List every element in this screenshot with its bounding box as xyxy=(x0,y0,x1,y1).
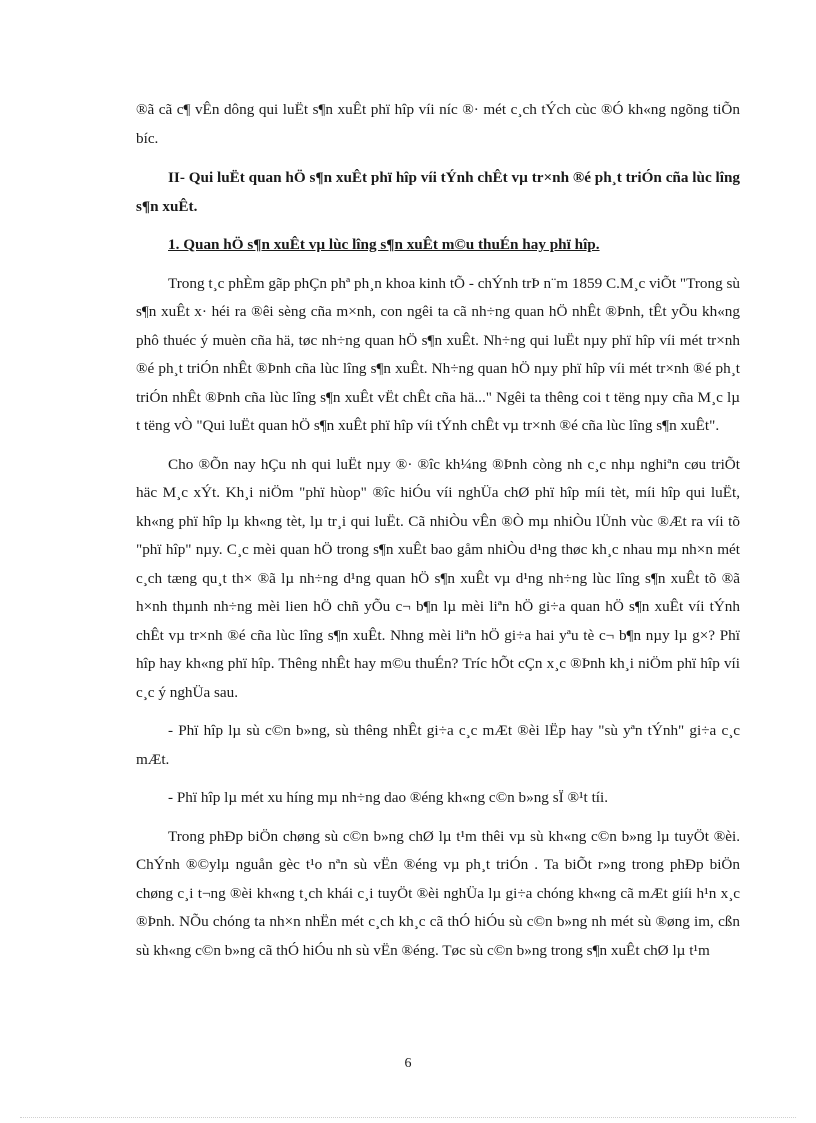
page-bottom-divider xyxy=(20,1117,796,1118)
paragraph-marx-quote: Trong t¸c phÈm gãp phÇn phª ph¸n khoa kinh tÕ - chÝnh trÞ n¨m 1859 C.M¸c viÕt "Trong sù s¶n xuÊt x· héi ra ®êi sèng cña m×nh, con ngêi ta cã nh÷ng quan hÖ nhÊt ®Þnh, tÊt yÕu kh«ng phô thuéc ý muèn cña hä, tøc nh÷ng quan hÖ s¶n xuÊt. Nh÷ng qui luËt nµy phï hîp víi mét tr×nh ®é ph¸t triÓn nhÊt ®Þnh cña lùc lîng s¶n xuÊt. Nh÷ng quan hÖ nµy phï hîp víi mét tr×nh ®é ph¸t triÓn nhÊt ®Þnh cña lùc lîng s¶n xuÊt vËt chÊt cña hä..." Ngêi ta thêng coi t tëng nµy cña M¸c lµ t tëng vÒ "Qui luËt quan hÖ s¶n xuÊt phï hîp víi tÝnh chÊt vµ tr×nh ®é cña lùc lîng s¶n xuÊt". xyxy=(136,274,740,434)
page-number: 6 xyxy=(404,1056,412,1071)
page-body xyxy=(136,96,740,965)
paragraph-continuation: ®ã cã c¶ vÊn dông qui luËt s¶n xuÊt phï hîp víi níc ®· mét c¸ch tÝch cùc ®Ó kh«ng ngõng tiÕn bíc. xyxy=(136,101,740,147)
list-item-balance: - Phï hîp lµ sù c©n b»ng, sù thêng nhÊt gi÷a c¸c mÆt ®èi lËp hay "sù yªn tÝnh" gi÷a c¸c mÆt. xyxy=(136,722,740,768)
list-item-tendency: - Phï hîp lµ mét xu híng mµ nh÷ng dao ®éng kh«ng c©n b»ng sÏ ®¹t tíi. xyxy=(168,789,609,806)
section-heading: II- Qui luËt quan hÖ s¶n xuÊt phï hîp víi tÝnh chÊt vµ tr×nh ®é ph¸t triÓn cña lùc lîng s¶n xuÊt. xyxy=(136,169,740,215)
paragraph-concept: Cho ®Õn nay hÇu nh qui luËt nµy ®· ®îc kh¼ng ®Þnh còng nh c¸c nhµ nghiªn cøu triÕt häc M¸c xÝt. Kh¸i niÖm "phï hùop" ®îc hiÓu víi nghÜa chØ phï hîp míi tèt, míi hîp qui luËt, kh«ng phï hîp lµ kh«ng tèt, lµ tr¸i qui luËt. Cã nhiÒu vÊn ®Ò mµ nhiÒu lÜnh vùc ®Æt ra víi tõ "phï hîp" nµy. C¸c mèi quan hÖ trong s¶n xuÊt bao gåm nhiÒu d¹ng thøc kh¸c nhau mµ nh×n mét c¸ch tæng qu¸t th× ®ã lµ nh÷ng d¹ng quan hÖ s¶n xuÊt vµ d¹ng nh÷ng lùc lîng s¶n xuÊt tõ ®ã h×nh thµnh nh÷ng mèi lien hÖ chñ yÕu c¬ b¶n lµ mèi liªn hÖ gi÷a quan hÖ s¶n xuÊt víi tÝnh chÊt vµ tr×nh ®é cña lùc lîng s¶n xuÊt. Nhng mèi liªn hÖ gi÷a hai yªu tè c¬ b¶n nµy lµ g×? Phï hîp hay kh«ng phï hîp. Thêng nhÊt hay m©u thuÉn? Tríc hÕt cÇn x¸c ®Þnh kh¸i niÖm phï hîp víi c¸c ý nghÜa sau. xyxy=(136,455,740,701)
paragraph-dialectics: Trong phÐp biÖn chøng sù c©n b»ng chØ lµ t¹m thêi vµ sù kh«ng c©n b»ng lµ tuyÖt ®èi. ChÝnh ®©ylµ nguån gèc t¹o nªn sù vËn ®éng vµ ph¸t triÓn . Ta biÕt r»ng trong phÐp biÖn chøng c¸i t¬ng ®èi kh«ng t¸ch khái c¸i tuyÖt ®èi nghÜa lµ gi÷a chóng kh«ng cã mÆt giíi h¹n x¸c ®Þnh. NÕu chóng ta nh×n nhËn mét c¸ch kh¸c cã thÓ hiÓu sù c©n b»ng nh mét sù ®øng im, cßn sù kh«ng c©n b»ng cã thÓ hiÓu nh sù vËn ®éng. Tøc sù c©n b»ng trong s¶n xuÊt chØ lµ t¹m xyxy=(136,827,740,959)
subsection-heading: 1. Quan hÖ s¶n xuÊt vµ lùc lîng s¶n xuÊt m©u thuÉn hay phï hîp. xyxy=(168,236,600,253)
